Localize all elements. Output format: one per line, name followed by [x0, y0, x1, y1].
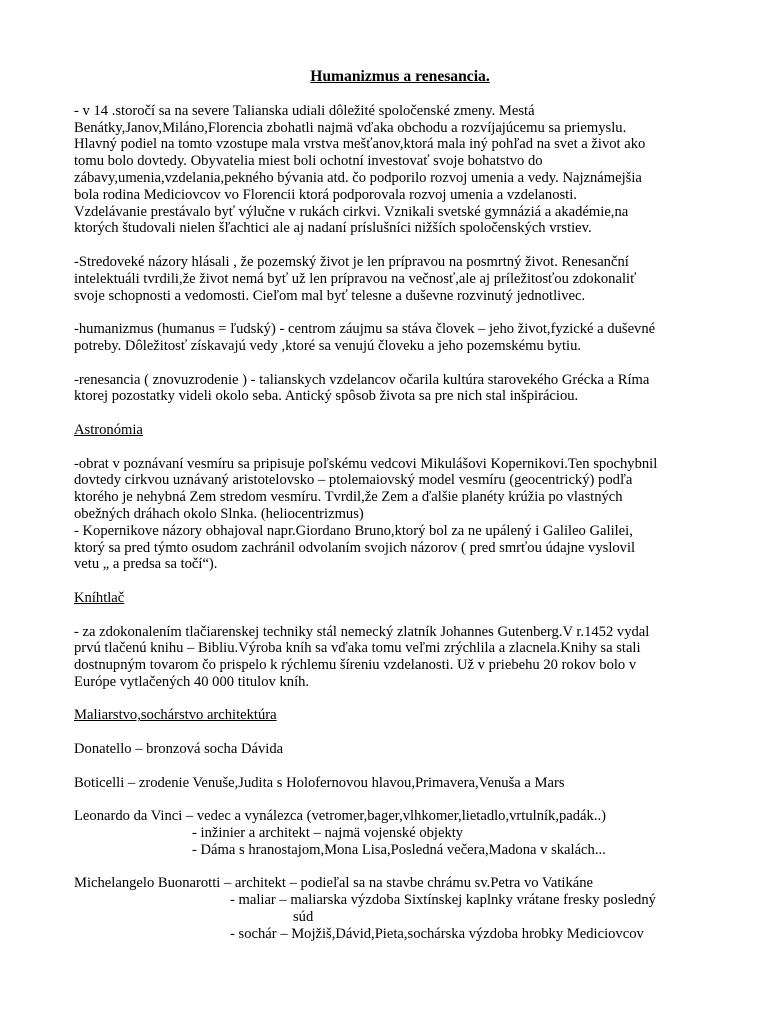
boticelli-line: Boticelli – zrodenie Venuše,Judita s Holofernovou hlavou,Primavera,Venuša a Mars — [74, 774, 565, 791]
leonardo-line-3: - Dáma s hranostajom,Mona Lisa,Posledná večera,Madona v skalách... — [192, 841, 606, 858]
printing-heading: Kníhtlač — [74, 589, 125, 606]
michelangelo-line-3: - sochár – Mojžiš,Dávid,Pieta,sochárska výzdoba hrobky Mediciovcov — [230, 925, 644, 942]
leonardo-line-1: Leonardo da Vinci – vedec a vynálezca (vetromer,bager,vlhkomer,lietadlo,vrtulník,padák..) — [74, 808, 606, 825]
leonardo-line-2: - inžinier a architekt – najmä vojenské objekty — [192, 825, 464, 842]
astronomy-heading: Astronómia — [74, 421, 143, 438]
page-title: Humanizmus a renesancia. — [310, 68, 490, 85]
leonardo-block — [74, 808, 724, 858]
michelangelo-block — [74, 875, 724, 942]
humanism-paragraph: -humanizmus (humanus = ľudský) - centrom záujmu sa stáva človek – jeho život,fyzické a duševné potreby. Dôležitosť získavajú vedy ,ktoré sa venujú človeku a jeho pozemskému bytiu. — [74, 321, 656, 354]
michelangelo-line-2-cont: súd — [293, 909, 314, 926]
document-body — [74, 69, 724, 959]
intro-paragraph: - v 14 .storočí sa na severe Talianska udiali dôležité spoločenské zmeny. Mestá Benátky,Janov,Miláno,Florencia zbohatli najmä vďaka obchodu a rozvíjajúcemu sa priemyslu. Hlavný podiel na tomto vzostupe mala vrstva mešťanov,ktorá mala iný pohľad na svet a život ako tomu bolo dovtedy. Obyvatelia miest boli ochotní investovať svoje bohatstvo do zábavy,umenia,vzdelania,pekného bývania atd. čo podporilo rozvoj umenia a vedy. Najznámejšia bola rodina Mediciovcov vo Florencii ktorá podporovala rozvoj umenia a vzdelanosti. Vzdelávanie prestávalo byť výlučne v rukách cirkvi. Vznikali svetské gymnáziá a akadémie,na ktorých študovali nielen šľachtici ale aj nadaní príslušníci nižších spoločenských vrstiev. — [74, 102, 646, 237]
michelangelo-line-1: Michelangelo Buonarotti – architekt – podieľal sa na stavbe chrámu sv.Petra vo Vatikáne — [74, 875, 593, 892]
astronomy-paragraph: -obrat v poznávaní vesmíru sa pripisuje poľskému vedcovi Mikulášovi Kopernikovi.Ten spochybnil dovtedy cirkvou uznávaný aristotelovsko – ptolemaiovský model vesmíru (geocentrický) podľa ktorého je nehybná Zem stredom vesmíru. Tvrdil,že Zem a ďalšie planéty krúžia po vlastných obežných dráhach okolo Slnka. (heliocentrizmus) - Kopernikove názory obhajoval napr.Giordano Bruno,ktorý bol za ne upálený i Galileo Galilei, ktorý sa pred týmto osudom zachránil odvolaním svojich názorov ( pred smrťou údajne vyslovil vetu „ a predsa sa točí“). — [74, 455, 658, 573]
renaissance-paragraph: -renesancia ( znovuzrodenie ) - talianskych vzdelancov očarila kultúra starovekého Grécka a Ríma ktorej pozostatky videli okolo seba. Antický spôsob života sa pre nich stal inšpiráciou. — [74, 371, 650, 405]
printing-paragraph: - za zdokonalením tlačiarenskej techniky stál nemecký zlatník Johannes Gutenberg.V r.1452 vydal prvú tlačenú knihu – Bibliu.Výroba kníh sa vďaka tomu veľmi zrýchlila a zlacnela.Knihy sa stali dostnupným tovarom čo prispelo k rýchlemu šíreniu vzdelanosti. Už v priebehu 20 rokov bolo v Európe vytlačených 40 000 titulov kníh. — [74, 623, 650, 690]
michelangelo-line-2: - maliar – maliarska výzdoba Sixtínskej kaplnky vrátane fresky posledný — [230, 892, 656, 909]
medieval-views-paragraph: -Stredoveké názory hlásali , že pozemský život je len prípravou na posmrtný život. Renesanční intelektuáli tvrdili,že život nemá byť už len prípravou na večnosť,ale aj príležitosťou zdokonaliť svoje schopnosti a vedomosti. Cieľom mal byť telesne a duševne rozvinutý jednotlivec. — [74, 253, 637, 304]
art-heading: Maliarstvo,sochárstvo architektúra — [74, 707, 277, 724]
donatello-line: Donatello – bronzová socha Dávida — [74, 741, 284, 758]
